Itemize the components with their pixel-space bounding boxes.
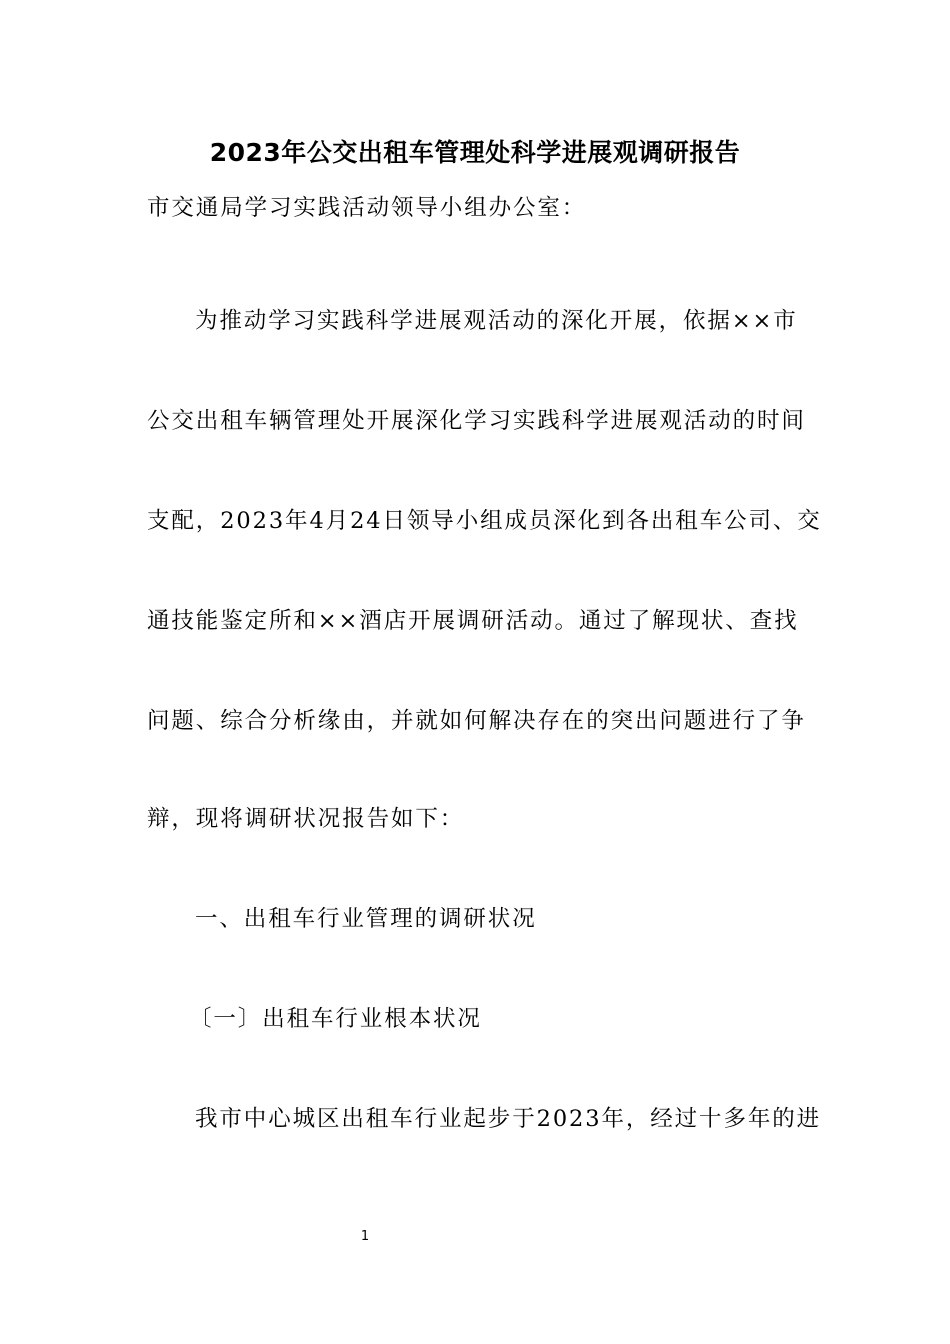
document-title: 2023年公交出租车管理处科学进展观调研报告 bbox=[209, 138, 741, 167]
body-line: 公交出租车辆管理处开展深化学习实践科学进展观活动的时间 bbox=[147, 408, 806, 434]
body-line: 为推动学习实践科学进展观活动的深化开展，依据××市 bbox=[195, 308, 798, 334]
page-number: 1 bbox=[360, 1229, 370, 1244]
subsection-heading: 〔一〕出租车行业根本状况 bbox=[189, 1006, 482, 1032]
salutation-line: 市交通局学习实践活动领导小组办公室： bbox=[147, 195, 587, 221]
body-line: 支配，2023年4月24日领导小组成员深化到各出租车公司、交 bbox=[147, 508, 822, 534]
body-line: 辩，现将调研状况报告如下： bbox=[147, 806, 465, 832]
body-line: 通技能鉴定所和××酒店开展调研活动。通过了解现状、查找 bbox=[147, 608, 799, 634]
body-line: 我市中心城区出租车行业起步于2023年，经过十多年的进 bbox=[195, 1106, 822, 1132]
body-line: 问题、综合分析缘由，并就如何解决存在的突出问题进行了争 bbox=[147, 708, 806, 734]
section-heading: 一、出租车行业管理的调研状况 bbox=[195, 906, 537, 932]
